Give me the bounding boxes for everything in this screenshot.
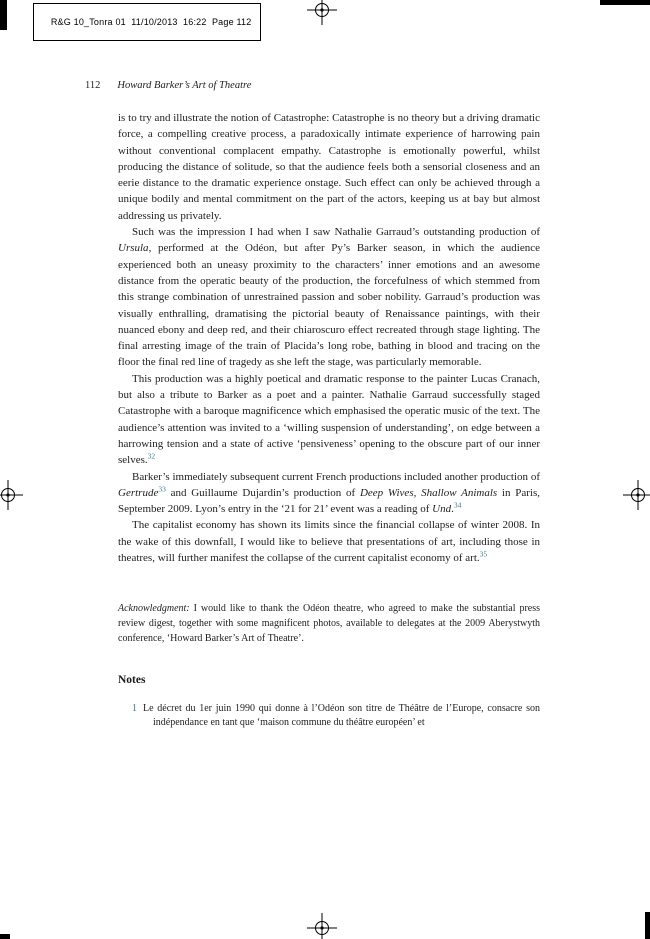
text-segment: , performed at the Odéon, but after Py’s Barker season, in which the audience experienced both an uneasy proximity to the characters’ inner emotions and an awesome distance from the operatic beauty of the production, the forcefulness of which stemmed from this strange combination of unrestrained passion and sober nobility. Garraud’s production was visually enthralling, dramatising the pictorial beauty of Renaissance paintings, with their nuanced ebony and deep red, and their chiaroscuro effect recreated through stage lighting. The final arresting image of the train of Placida’s long robe, bathing in blood and tracing on the floor the final red line of tragedy as she left the stage, was particularly memorable. <box>118 242 540 369</box>
trim-mark-bottom-left <box>0 934 10 939</box>
italic-text: Deep Wives, Shallow Animals <box>359 486 498 499</box>
trim-mark-top-right <box>600 0 650 5</box>
text-segment: The capitalist economy has shown its limits since the financial collapse of winter 2008. In the wake of this downfall, I would like to believe that presentations of art, including those in theatres, will further manifest the collapse of the current capitalist economy of art. <box>118 519 540 565</box>
italic-text: Gertrude <box>118 486 159 499</box>
body-paragraph <box>118 517 540 566</box>
registration-mark-bottom <box>307 913 337 939</box>
trim-mark-top-left <box>0 0 7 30</box>
text-segment: Barker’s immediately subsequent current French productions included another production of <box>132 470 540 483</box>
body-paragraph <box>118 371 540 469</box>
text-segment: Le décret du 1er juin 1990 qui donne à l’Odéon son titre de Théâtre de l’Europe, consacre son indépendance en tant que ‘maison commune du théâtre européen’ et <box>143 702 540 729</box>
note-ref: 35 <box>479 549 488 559</box>
print-slug <box>33 3 261 41</box>
text-segment: This production was a highly poetical and dramatic response to the painter Lucas Cranach, but also a tribute to Barker as a poet and a painter. Nathalie Garraud successfully staged Catastrophe with a baroque magnificence which emphasised the operatic music of the text. The audience’s attention was invited to a ‘willing suspension of understanding’, on edge between a harrowing tension and a state of active ‘pensiveness’ opening to the obscure part of our inner selves. <box>118 372 540 467</box>
note-ref: 32 <box>147 451 156 461</box>
italic-text: Acknowledgment: <box>118 603 190 615</box>
text-segment: in Paris, September 2009. Lyon’s entry in the ‘21 for 21’ event was a reading of <box>118 486 540 516</box>
acknowledgment <box>118 602 540 646</box>
note-ref: 34 <box>453 500 462 510</box>
print-slug-text: R&G 10_Tonra 01 11/10/2013 16:22 Page 112 <box>50 17 252 27</box>
text-segment: . <box>451 503 454 516</box>
body-paragraph <box>118 469 540 518</box>
italic-text: Ursula <box>118 242 149 255</box>
text-segment: I would like to thank the Odéon theatre, who agreed to make the substantial press review digest, together with some magnificent photos, available to delegates at the 2009 Aberystwyth conference, ‘Howard Barker’s Art of Theatre’. <box>118 603 540 644</box>
text-segment: is to try and illustrate the notion of Catastrophe: Catastrophe is no theory but a driving dramatic force, a compelling creative process, a paradoxically intimate experience of harrowing pain without conventional complacent empathy. Catastrophe is emotionally powerful, whilst producing the distance of solitude, so that the audience feels both a sensorial closeness and an eerie distance to the dramatic experience onstage. Such effect can only be achieved through a unique bodily and mental commitment on the part of the actors, keeping us at bay but almost addressing us privately. <box>118 112 540 222</box>
note-ref: 33 <box>158 484 166 494</box>
note-number: 1 <box>132 702 137 714</box>
notes-heading: Notes <box>118 674 146 687</box>
note-item <box>118 702 540 731</box>
body-paragraph <box>118 110 540 224</box>
registration-mark-top <box>307 0 337 25</box>
registration-mark-left <box>0 480 23 510</box>
text-segment: and Guillaume Dujardin’s production of <box>165 486 360 499</box>
italic-text: Und <box>432 503 452 516</box>
trim-mark-bottom-right <box>645 912 650 939</box>
note-text <box>143 702 540 731</box>
text-column <box>118 110 540 731</box>
page-number: 112 <box>85 80 101 91</box>
registration-mark-right <box>623 480 650 510</box>
text-segment: Such was the impression I had when I saw Nathalie Garraud’s outstanding production of <box>132 226 540 239</box>
body-paragraph <box>118 224 540 371</box>
running-head-title: Howard Barker’s Art of Theatre <box>117 80 252 91</box>
running-head <box>85 80 251 91</box>
